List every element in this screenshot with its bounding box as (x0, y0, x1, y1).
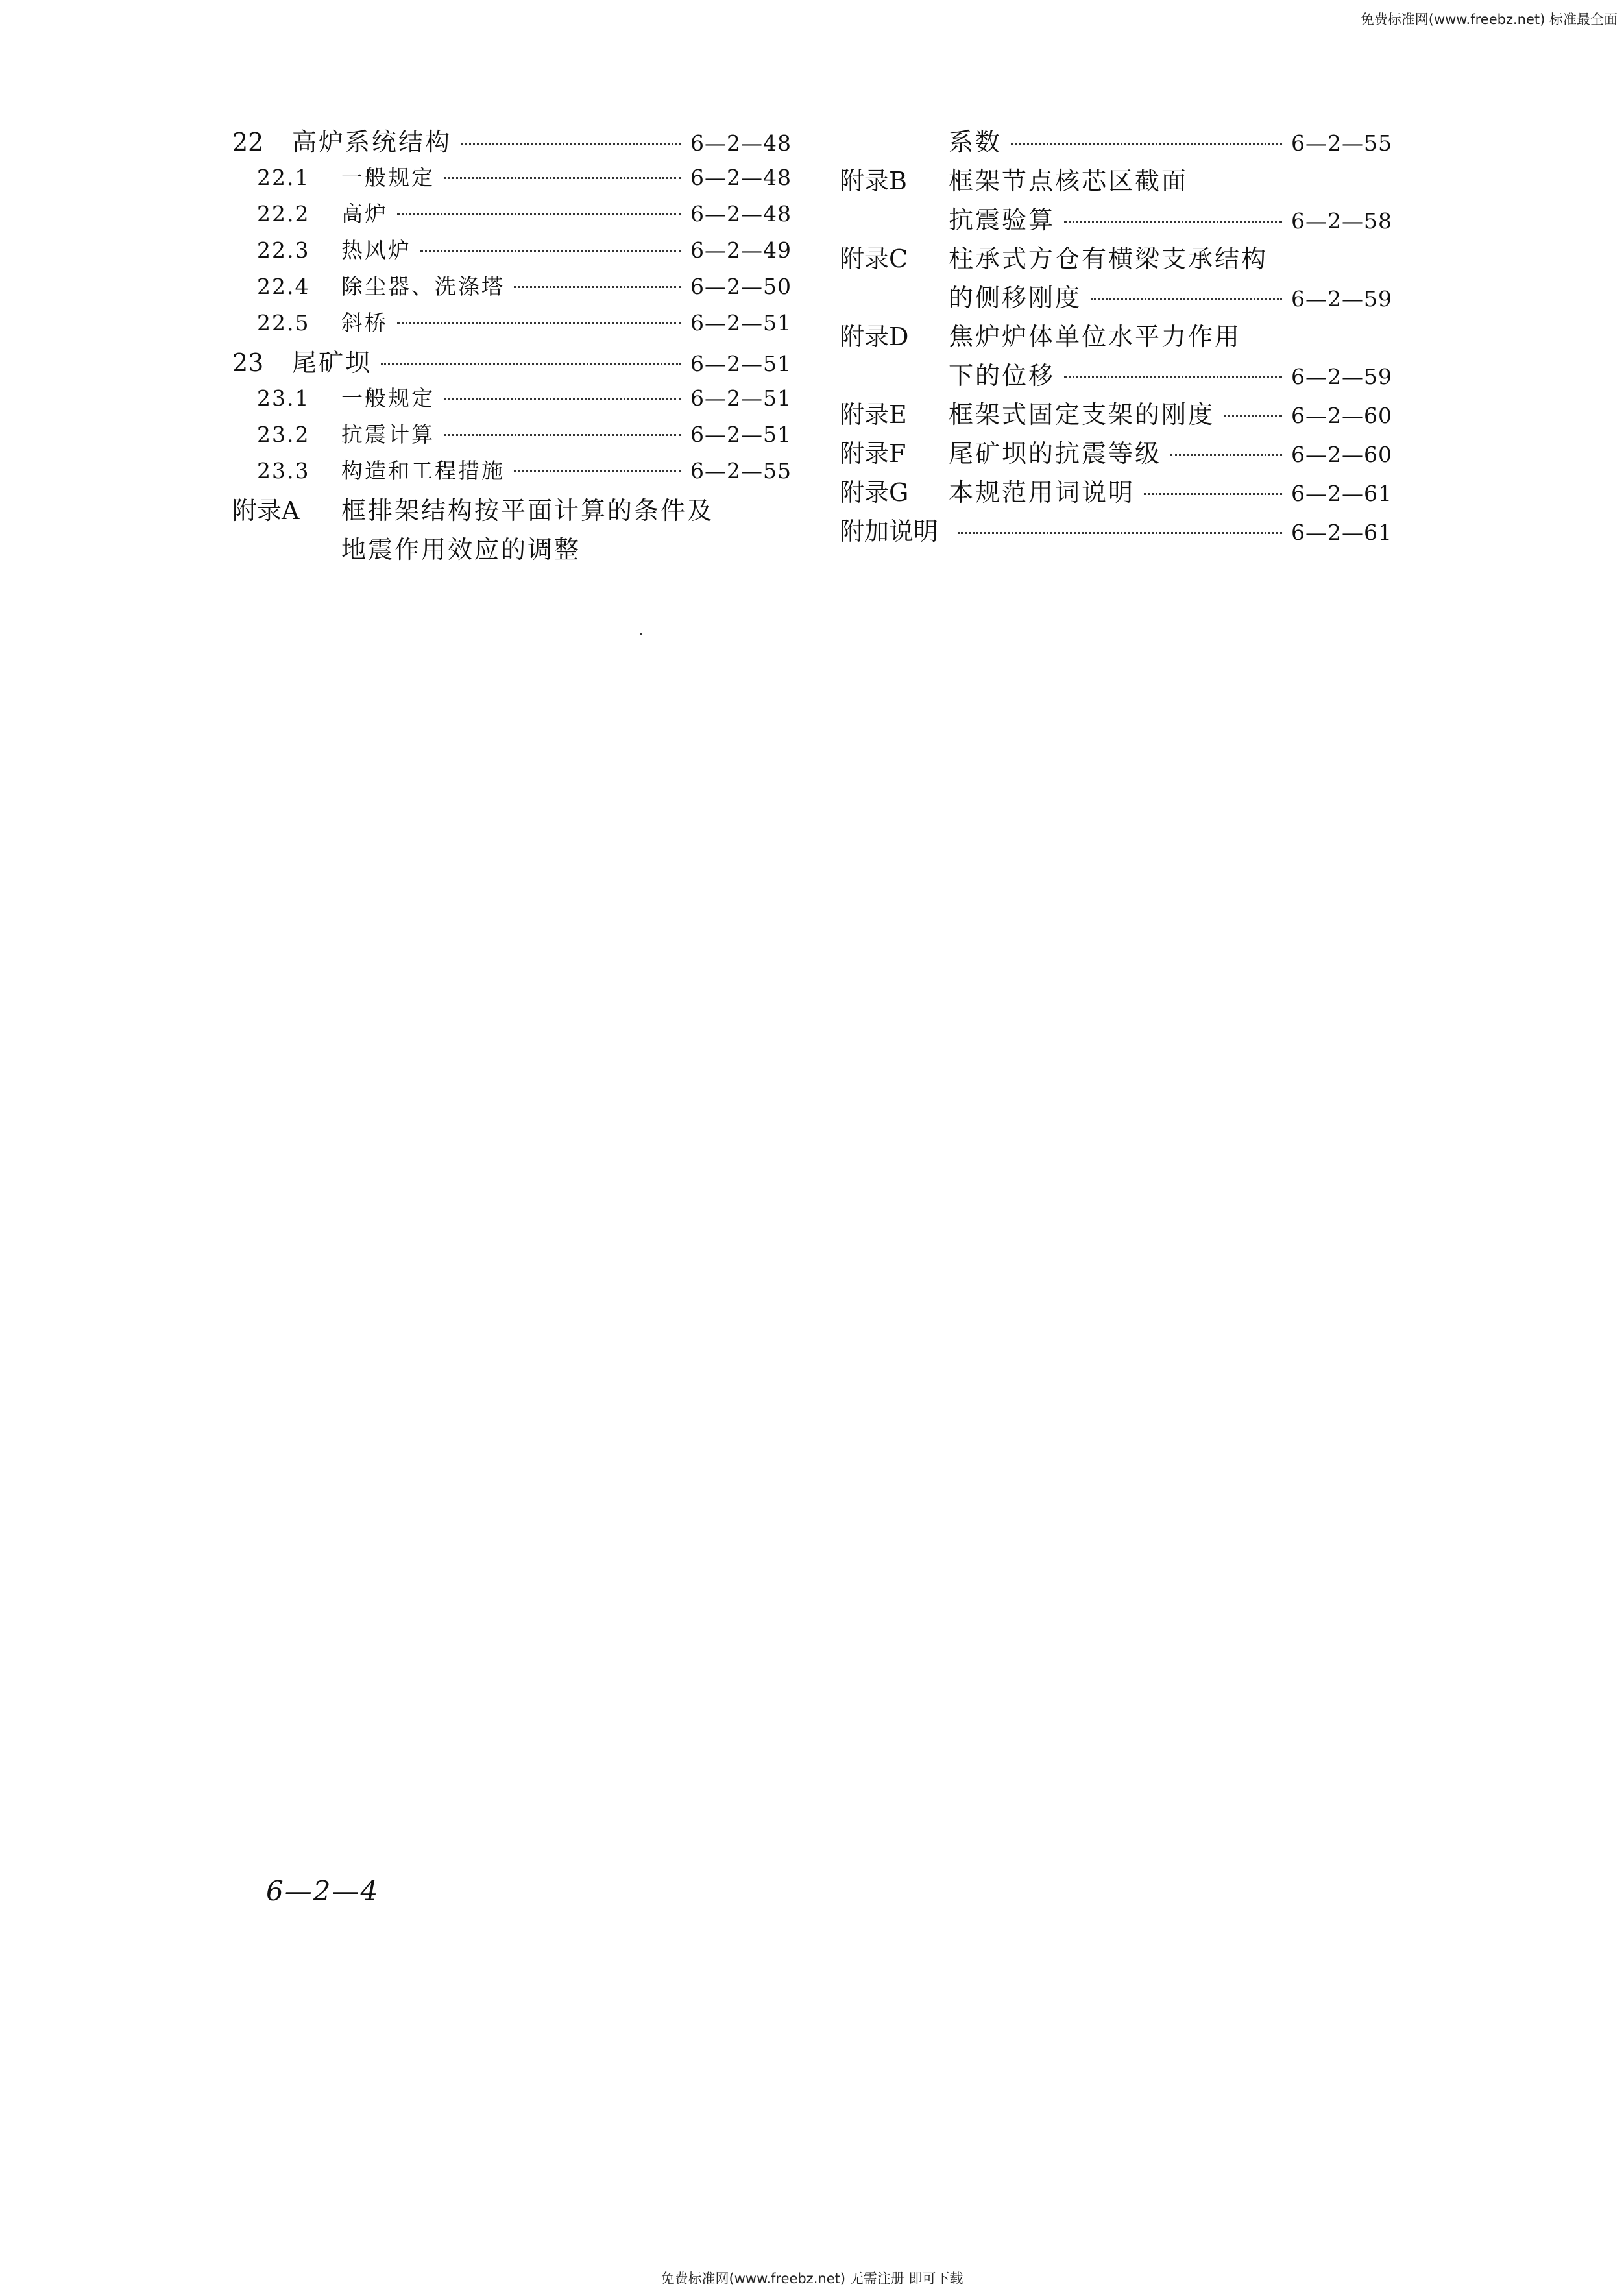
toc-number: 23.2 (257, 422, 310, 447)
toc-page: 6—2—59 (1291, 364, 1392, 389)
toc-title: 尾矿坝 (292, 348, 372, 377)
toc-title: 焦炉炉体单位水平力作用 (949, 322, 1242, 351)
toc-entry[interactable] (232, 161, 792, 197)
toc-number: 附录A (232, 496, 300, 525)
dot-leader (1011, 143, 1282, 145)
toc-page: 6—2—51 (690, 422, 792, 447)
toc-page: 6—2—49 (690, 237, 792, 263)
toc-page: 6—2—55 (690, 458, 792, 483)
toc-number: 22.2 (257, 201, 310, 226)
dot-leader (444, 177, 681, 179)
toc-left-column (232, 122, 792, 568)
toc-title: 本规范用词说明 (949, 478, 1135, 507)
toc-title: 除尘器、洗涤塔 (341, 274, 505, 299)
toc-entry[interactable] (232, 234, 792, 270)
toc-number: 23.1 (257, 385, 310, 411)
toc-page: 6—2—51 (690, 351, 792, 376)
toc-page: 6—2—48 (690, 165, 792, 190)
toc-number: 附录C (840, 245, 908, 273)
toc-entry[interactable] (232, 490, 792, 529)
toc-number: 22.3 (257, 237, 310, 263)
dot-leader (381, 363, 681, 365)
dot-leader (397, 213, 681, 215)
toc-entry[interactable] (232, 306, 792, 343)
toc-entry[interactable] (840, 239, 1392, 278)
toc-entry[interactable] (840, 394, 1392, 433)
toc-page: 6—2—50 (690, 274, 792, 299)
toc-page: 6—2—60 (1291, 403, 1392, 428)
header-watermark: 免费标准网(www.freebz.net) 标准最全面 (1360, 12, 1618, 27)
toc-title: 柱承式方仓有横梁支承结构 (949, 245, 1268, 273)
toc-title: 一般规定 (341, 165, 435, 190)
toc-entry[interactable] (840, 433, 1392, 472)
toc-entry[interactable] (840, 511, 1392, 550)
toc-title: 抗震验算 (949, 206, 1056, 234)
dot-leader (1064, 376, 1282, 378)
toc-entry-continuation[interactable] (840, 122, 1392, 161)
toc-number: 22 (232, 128, 264, 156)
toc-number: 23.3 (257, 458, 310, 483)
toc-page: 6—2—61 (1291, 520, 1392, 545)
toc-page: 6—2—48 (690, 201, 792, 226)
toc-title: 框架式固定支架的刚度 (949, 400, 1215, 429)
scan-speck (640, 633, 642, 635)
dot-leader (444, 434, 681, 436)
dot-leader (514, 286, 681, 288)
toc-entry[interactable] (232, 197, 792, 234)
toc-page: 6—2—58 (1291, 208, 1392, 234)
toc-entry[interactable] (232, 270, 792, 306)
toc-entry[interactable] (232, 122, 792, 161)
dot-leader (420, 250, 681, 252)
toc-number: 附录D (840, 322, 909, 351)
toc-number: 22.5 (257, 310, 310, 335)
toc-title: 抗震计算 (341, 422, 435, 447)
toc-title: 尾矿坝的抗震等级 (949, 439, 1162, 468)
toc-number: 23 (232, 348, 264, 377)
toc-entry-continuation[interactable] (840, 356, 1392, 394)
toc-number: 22.1 (257, 165, 310, 190)
toc-title: 构造和工程措施 (341, 458, 505, 483)
toc-title: 高炉系统结构 (292, 128, 452, 156)
toc-page: 6—2—61 (1291, 481, 1392, 506)
dot-leader (1144, 493, 1282, 495)
toc-title: 下的位移 (949, 361, 1056, 390)
toc-title: 系数 (949, 128, 1002, 156)
dot-leader (444, 398, 681, 400)
toc-title: 热风炉 (341, 237, 411, 263)
page-number: 6—2—4 (266, 1875, 380, 1907)
toc-entry-continuation[interactable] (840, 278, 1392, 317)
footer-watermark: 免费标准网(www.freebz.net) 无需注册 即可下载 (661, 2271, 963, 2286)
toc-number: 附录G (840, 478, 909, 507)
toc-entry[interactable] (232, 454, 792, 490)
toc-title: 地震作用效应的调整 (341, 535, 581, 564)
toc-title: 框排架结构按平面计算的条件及 (341, 496, 714, 525)
toc-title: 框架节点核芯区截面 (949, 167, 1189, 195)
toc-page: 6—2—51 (690, 385, 792, 411)
toc-entry-continuation[interactable] (232, 529, 792, 568)
toc-page: 6—2—48 (690, 130, 792, 156)
toc-number: 附录B (840, 167, 907, 195)
toc-entry-continuation[interactable] (840, 200, 1392, 239)
toc-title: 的侧移刚度 (949, 284, 1082, 312)
dot-leader (397, 322, 681, 324)
toc-title: 一般规定 (341, 385, 435, 411)
toc-entry[interactable] (840, 317, 1392, 356)
toc-entry[interactable] (232, 418, 792, 454)
dot-leader (461, 143, 681, 145)
toc-title: 斜桥 (341, 310, 388, 335)
toc-entry[interactable] (840, 161, 1392, 200)
toc-number: 附录F (840, 439, 906, 468)
dot-leader (958, 532, 1282, 534)
dot-leader (1064, 221, 1282, 223)
toc-number: 附加说明 (840, 517, 939, 546)
toc-page: 6—2—51 (690, 310, 792, 335)
dot-leader (1224, 415, 1282, 417)
toc-page: 6—2—55 (1291, 130, 1392, 156)
toc-page: 6—2—60 (1291, 442, 1392, 467)
dot-leader (1170, 454, 1282, 456)
toc-entry[interactable] (232, 382, 792, 418)
toc-entry[interactable] (840, 472, 1392, 511)
toc-title: 高炉 (341, 201, 388, 226)
dot-leader (1091, 298, 1282, 300)
toc-entry[interactable] (232, 343, 792, 382)
toc-page: 6—2—59 (1291, 286, 1392, 311)
toc-number: 附录E (840, 400, 907, 429)
toc-right-column (840, 122, 1392, 550)
toc-number: 22.4 (257, 274, 310, 299)
dot-leader (514, 470, 681, 472)
